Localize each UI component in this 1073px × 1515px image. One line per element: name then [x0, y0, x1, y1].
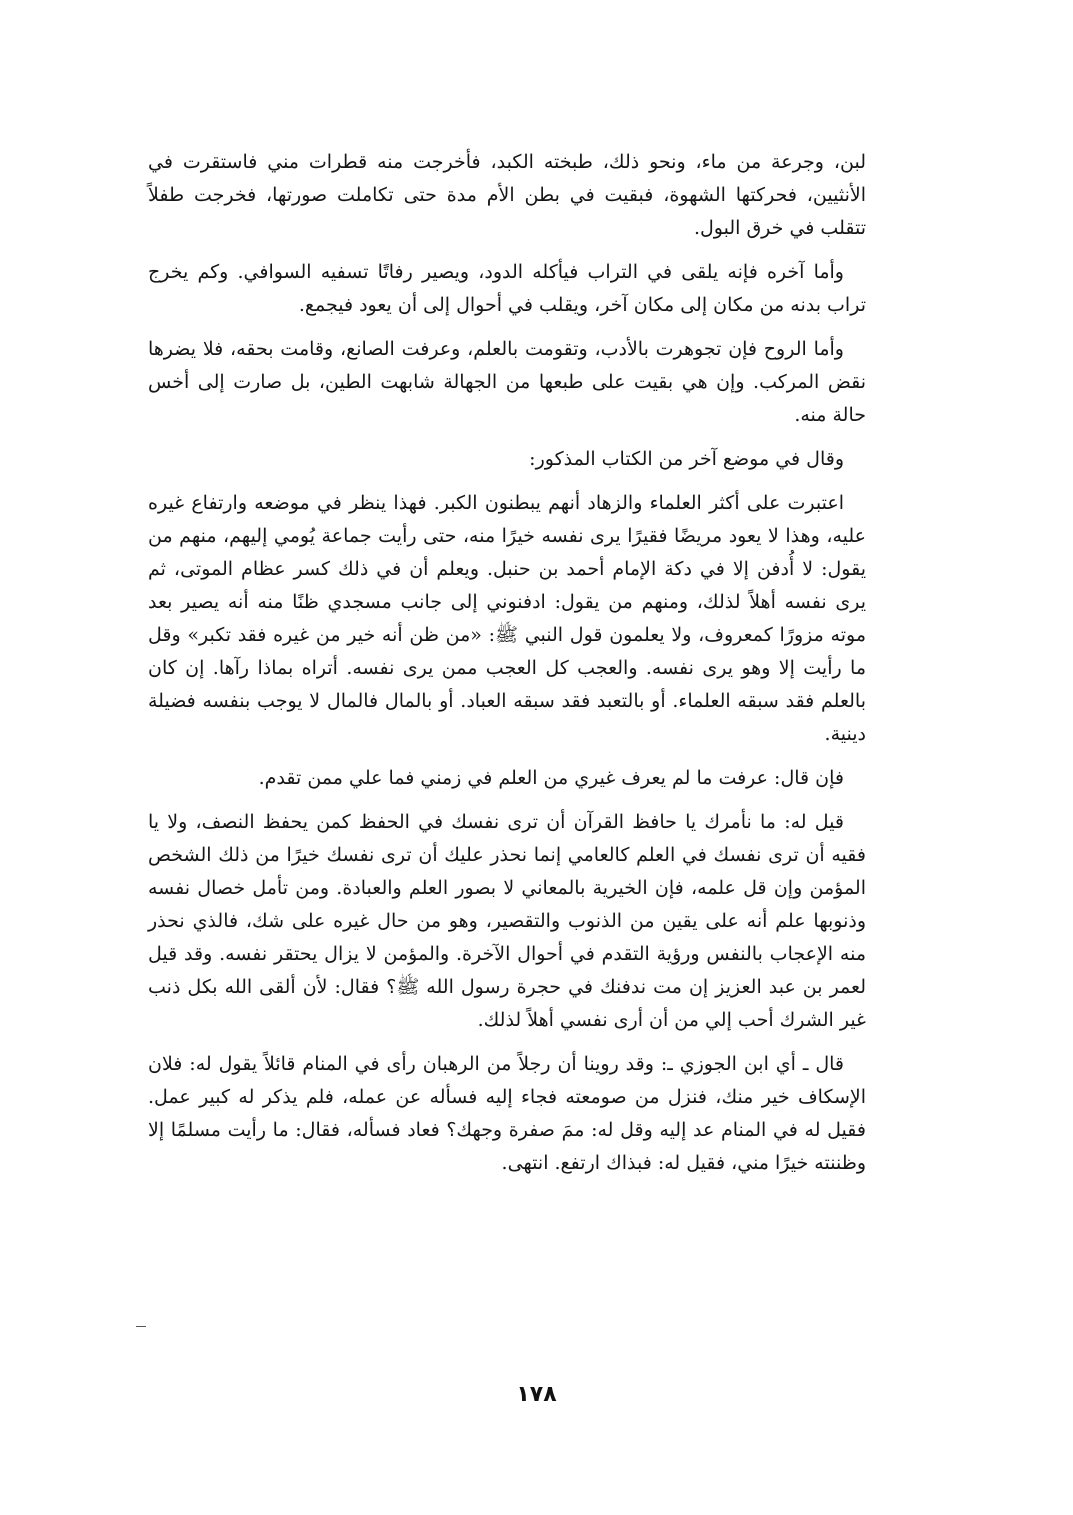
paragraph-1: لبن، وجرعة من ماء، ونحو ذلك، طبخته الكبد، فأخرجت منه قطرات مني فاستقرت في الأنثيين، فحركتها الشهوة، فبقيت في بطن الأم مدة حتى تكاملت صورتها، فخرجت طفلاً تتقلب في خرق البول. [148, 151, 866, 239]
margin-mark [136, 1326, 146, 1327]
paragraph-2: وأما آخره فإنه يلقى في التراب فيأكله الدود، ويصير رفاتًا تسفيه السوافي. وكم يخرج تراب بدنه من مكان إلى مكان آخر، ويقلب في أحوال إلى أن يعود فيجمع. [148, 261, 866, 316]
paragraph-3: وأما الروح فإن تجوهرت بالأدب، وتقومت بالعلم، وعرفت الصانع، وقامت بحقه، فلا يضرها نقض المركب. وإن هي بقيت على طبعها من الجهالة شابهت الطين، بل صارت إلى أخس حالة منه. [148, 338, 866, 426]
paragraph-7: قيل له: ما نأمرك يا حافظ القرآن أن ترى نفسك في الحفظ كمن يحفظ النصف، ولا يا فقيه أن ترى نفسك في العلم كالعامي إنما نحذر عليك أن ترى نفسك خيرًا من ذلك الشخص المؤمن وإن قل علمه، فإن الخيرية بالمعاني لا بصور العلم والعبادة. ومن تأمل خصال نفسه وذنوبها علم أنه على يقين من الذنوب والتقصير، وهو من حال غيره على شك، فالذي نحذر منه الإعجاب بالنفس ورؤية التقدم في أحوال الآخرة. والمؤمن لا يزال يحتقر نفسه. وقد قيل لعمر بن عبد العزيز إن مت ندفنك في حجرة رسول الله ﷺ؟ فقال: لأن ألقى الله بكل ذنب غير الشرك أحب إلي من أن أرى نفسي أهلاً لذلك. [148, 811, 866, 1031]
paragraph-5: اعتبرت على أكثر العلماء والزهاد أنهم يبطنون الكبر. فهذا ينظر في موضعه وارتفاع غيره عليه، وهذا لا يعود مريضًا فقيرًا يرى نفسه خيرًا منه، حتى رأيت جماعة يُومي إليهم، منهم من يقول: لا أُدفن إلا في دكة الإمام أحمد بن حنبل. ويعلم أن في ذلك كسر عظام الموتى، ثم يرى نفسه أهلاً لذلك، ومنهم من يقول: ادفنوني إلى جانب مسجدي ظنًا منه أنه يصير بعد موته مزورًا كمعروف، ولا يعلمون قول النبي ﷺ: «من ظن أنه خير من غيره فقد تكبر» وقل ما رأيت إلا وهو يرى نفسه. والعجب كل العجب ممن يرى نفسه. أتراه بماذا رآها. إن كان بالعلم فقد سبقه العلماء. أو بالتعبد فقد سبقه العباد. أو بالمال فالمال لا يوجب بنفسه فضيلة دينية. [148, 492, 866, 745]
paragraph-8: قال ـ أي ابن الجوزي ـ: وقد روينا أن رجلاً من الرهبان رأى في المنام قائلاً يقول له: فلان الإسكاف خير منك، فنزل من صومعته فجاء إليه فسأله عن عمله، فلم يذكر له كبير عمل. فقيل له في المنام عد إليه وقل له: ممَ صفرة وجهك؟ فعاد فسأله، فقال: ما رأيت مسلمًا إلا وظننته خيرًا مني، فقيل له: فبذاك ارتفع. انتهى. [148, 1053, 866, 1174]
paragraph-6: فإن قال: عرفت ما لم يعرف غيري من العلم في زمني فما علي ممن تقدم. [258, 767, 844, 789]
paragraph-4: وقال في موضع آخر من الكتاب المذكور: [529, 448, 844, 470]
page-number: ١٧٨ [516, 1382, 557, 1407]
body-text [148, 146, 866, 1191]
